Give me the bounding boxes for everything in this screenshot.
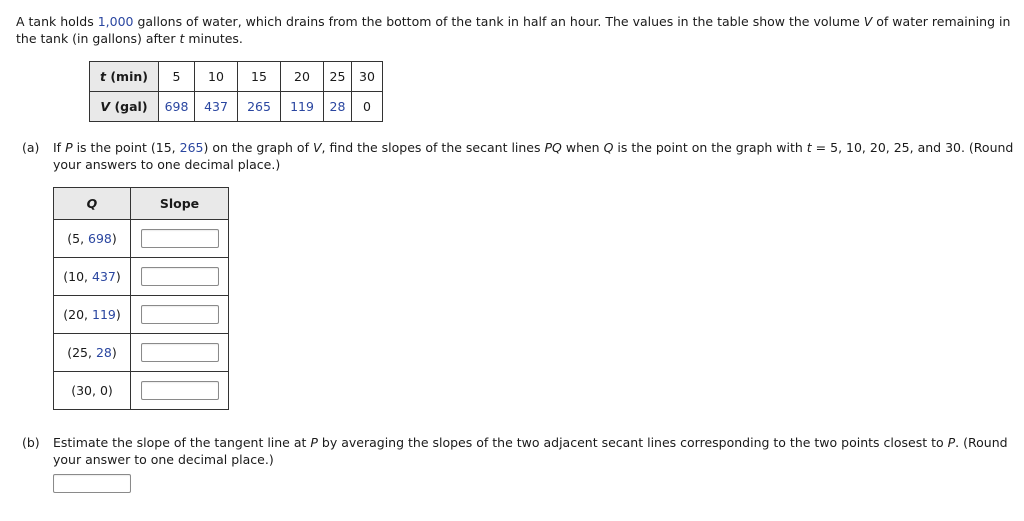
time-header-var: t bbox=[100, 69, 106, 84]
part-a-text-4: , find the slopes of the secant lines bbox=[321, 140, 545, 155]
q-x: 5 bbox=[72, 231, 81, 246]
volume-cell: 119 bbox=[281, 92, 324, 122]
slope-answer-input[interactable] bbox=[141, 229, 219, 248]
point-p-value: 265 bbox=[179, 140, 204, 155]
var-pq: PQ bbox=[544, 140, 562, 155]
slope-cell bbox=[131, 372, 229, 410]
part-a-text-3: ) on the graph of bbox=[203, 140, 313, 155]
tangent-slope-answer-input[interactable] bbox=[53, 474, 131, 493]
time-cell: 10 bbox=[195, 62, 238, 92]
part-a-question bbox=[22, 139, 1017, 173]
part-a-text-1: If bbox=[53, 140, 66, 155]
part-b-question bbox=[22, 434, 1017, 468]
q-point: (5, 698) bbox=[54, 220, 131, 258]
part-a-text-7: = 5, 10, 20, 25, and 30. (Round your answers to one decimal place.) bbox=[53, 140, 1014, 172]
slope-answer-input[interactable] bbox=[141, 305, 219, 324]
slope-cell bbox=[131, 258, 229, 296]
part-b-text bbox=[53, 434, 1017, 468]
time-header-unit: (min) bbox=[105, 69, 148, 84]
table-row bbox=[54, 296, 229, 334]
table-row bbox=[54, 334, 229, 372]
volume-cell: 698 bbox=[159, 92, 195, 122]
slope-cell bbox=[131, 334, 229, 372]
var-p: P bbox=[310, 435, 318, 450]
q-point: (10, 437) bbox=[54, 258, 131, 296]
part-a-text-2: is the point (15, bbox=[72, 140, 180, 155]
table-row bbox=[54, 258, 229, 296]
volume-cell: 437 bbox=[195, 92, 238, 122]
volume-cell: 0 bbox=[352, 92, 383, 122]
volume-header bbox=[90, 92, 159, 122]
var-q: Q bbox=[603, 140, 614, 155]
part-a-label: (a) bbox=[22, 140, 40, 155]
volume-data-table bbox=[89, 61, 383, 122]
problem-intro bbox=[16, 13, 1011, 47]
slope-cell bbox=[131, 220, 229, 258]
q-x: 25 bbox=[72, 345, 89, 360]
volume-cell: 265 bbox=[238, 92, 281, 122]
time-cell: 30 bbox=[352, 62, 383, 92]
slope-answer-input[interactable] bbox=[141, 343, 219, 362]
time-cell: 25 bbox=[324, 62, 352, 92]
q-y: 119 bbox=[92, 307, 116, 322]
part-a-text-5: when bbox=[561, 140, 604, 155]
var-t: t bbox=[179, 31, 185, 46]
tank-capacity-value: 1,000 bbox=[97, 14, 134, 29]
secant-slope-table bbox=[53, 187, 229, 410]
slope-answer-input[interactable] bbox=[141, 267, 219, 286]
var-v: V bbox=[863, 14, 873, 29]
q-point: (30, 0) bbox=[54, 372, 131, 410]
slope-cell bbox=[131, 296, 229, 334]
var-v: V bbox=[312, 140, 322, 155]
q-y: 28 bbox=[95, 345, 112, 360]
var-p: P bbox=[947, 435, 956, 450]
q-column-header: Q bbox=[54, 188, 131, 220]
part-b-text-2: by averaging the slopes of the two adjacent secant lines corresponding to the two points closest to bbox=[317, 435, 948, 450]
volume-header-var: V bbox=[100, 99, 111, 114]
intro-text-2: gallons of water, which drains from the bottom of the tank in half an hour. The values in the table show the volume bbox=[133, 14, 864, 29]
part-a-text-6: is the point on the graph with bbox=[613, 140, 807, 155]
volume-cell: 28 bbox=[324, 92, 352, 122]
table-row-time bbox=[90, 62, 383, 92]
q-y: 698 bbox=[88, 231, 112, 246]
q-table-header-row bbox=[54, 188, 229, 220]
intro-text-4: minutes. bbox=[184, 31, 243, 46]
q-point: (25, 28) bbox=[54, 334, 131, 372]
q-point: (20, 119) bbox=[54, 296, 131, 334]
part-b-label: (b) bbox=[22, 435, 40, 450]
part-b-text-3: . (Round your answer to one decimal place.) bbox=[53, 435, 1008, 467]
part-b-text-1: Estimate the slope of the tangent line at bbox=[53, 435, 311, 450]
slope-column-header: Slope bbox=[131, 188, 229, 220]
table-row-volume bbox=[90, 92, 383, 122]
q-y: 437 bbox=[92, 269, 116, 284]
intro-text-3: of water remaining in the tank (in gallons) after bbox=[16, 14, 1011, 46]
time-cell: 20 bbox=[281, 62, 324, 92]
part-a-text bbox=[53, 139, 1017, 173]
var-t: t bbox=[806, 140, 812, 155]
q-y: 0 bbox=[99, 383, 108, 398]
intro-text-1: A tank holds bbox=[16, 14, 98, 29]
q-x: 20 bbox=[68, 307, 85, 322]
q-x: 10 bbox=[68, 269, 85, 284]
time-cell: 5 bbox=[159, 62, 195, 92]
time-cell: 15 bbox=[238, 62, 281, 92]
table-row bbox=[54, 220, 229, 258]
q-x: 30 bbox=[76, 383, 92, 398]
slope-answer-input[interactable] bbox=[141, 381, 219, 400]
time-header bbox=[90, 62, 159, 92]
var-p: P bbox=[65, 140, 73, 155]
volume-header-unit: (gal) bbox=[110, 99, 148, 114]
table-row bbox=[54, 372, 229, 410]
